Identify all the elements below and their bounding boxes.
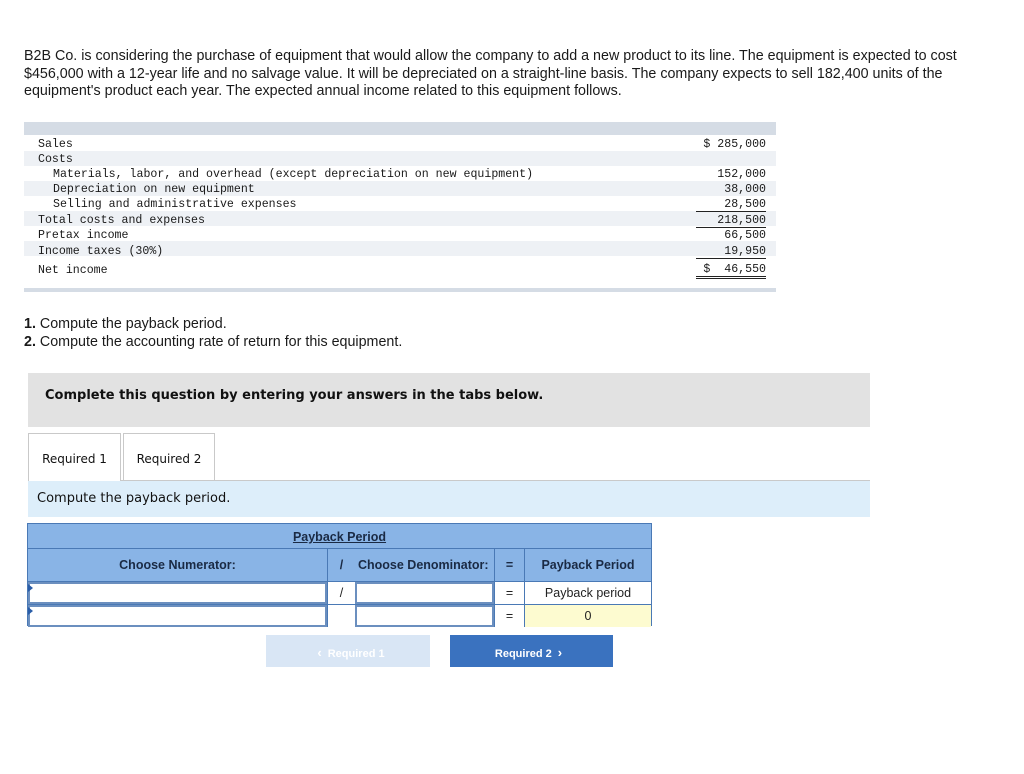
mlo-value: 152,000 bbox=[717, 168, 766, 181]
input-marker-icon bbox=[28, 607, 33, 615]
question-1: 1. Compute the payback period. bbox=[24, 316, 227, 332]
question-list bbox=[24, 316, 402, 352]
header-numerator: Choose Numerator: bbox=[28, 548, 328, 581]
chevron-left-icon: ‹ bbox=[317, 645, 322, 660]
next-button-label: Required 2 bbox=[494, 648, 552, 660]
payback-result-value: 0 bbox=[525, 604, 651, 627]
numerator-select[interactable] bbox=[28, 582, 327, 604]
tab-required-2[interactable]: Required 2 bbox=[123, 433, 215, 481]
tax-label: Income taxes (30%) bbox=[38, 245, 164, 258]
sales-value: $ 285,000 bbox=[703, 138, 766, 151]
total-costs-value: 218,500 bbox=[696, 214, 766, 228]
instruction-text: Compute the payback period. bbox=[37, 491, 231, 506]
prev-button[interactable] bbox=[266, 635, 430, 667]
depreciation-value: 38,000 bbox=[724, 183, 766, 196]
depreciation-label: Depreciation on new equipment bbox=[53, 183, 255, 196]
row-shade bbox=[24, 151, 776, 166]
total-costs-label: Total costs and expenses bbox=[38, 214, 205, 227]
instructions-banner bbox=[28, 373, 870, 427]
row1-equals: = bbox=[495, 581, 525, 604]
mlo-label: Materials, labor, and overhead (except depreciation on new equipment) bbox=[53, 168, 534, 181]
pretax-label: Pretax income bbox=[38, 229, 129, 242]
net-income-value: $ 46,550 bbox=[696, 263, 766, 279]
tab-required-1[interactable]: Required 1 bbox=[28, 433, 121, 481]
net-income-label: Net income bbox=[38, 264, 108, 277]
income-statement bbox=[24, 122, 776, 292]
header-result: Payback Period bbox=[525, 548, 651, 581]
denominator-input-cell bbox=[355, 604, 495, 627]
sga-label: Selling and administrative expenses bbox=[53, 198, 297, 211]
problem-intro: B2B Co. is considering the purchase of equipment that would allow the company to add a new product to its line. The equipment is expected to cost $456,000 with a 12-year life and no salvage value. It will be depreciated on a straight-line basis. The company expects to sell 182,400 units of the equipment's product each year. The expected annual income related to this equipment follows. bbox=[24, 48, 957, 99]
tax-value: 19,950 bbox=[696, 245, 766, 259]
prev-button-label: Required 1 bbox=[327, 648, 385, 660]
payback-table-title: Payback Period bbox=[28, 524, 651, 548]
denominator-input[interactable] bbox=[355, 605, 494, 627]
sga-value: 28,500 bbox=[696, 198, 766, 212]
payback-table bbox=[27, 523, 652, 626]
question-2: 2. Compute the accounting rate of return for this equipment. bbox=[24, 333, 403, 350]
header-divide: / bbox=[328, 548, 355, 581]
header-equals: = bbox=[495, 548, 525, 581]
denominator-select[interactable] bbox=[355, 582, 494, 604]
sales-label: Sales bbox=[38, 138, 73, 151]
numerator-input-cell bbox=[28, 604, 328, 627]
numerator-input[interactable] bbox=[28, 605, 327, 627]
row1-divide: / bbox=[328, 581, 355, 604]
next-button[interactable] bbox=[450, 635, 613, 667]
banner-text: Complete this question by entering your answers in the tabs below. bbox=[45, 388, 544, 403]
tab-instruction bbox=[28, 481, 870, 517]
pretax-value: 66,500 bbox=[724, 229, 766, 242]
row1-result-label: Payback period bbox=[525, 581, 651, 604]
dropdown-marker-icon bbox=[28, 584, 33, 592]
row2-equals: = bbox=[495, 604, 525, 627]
header-denominator: Choose Denominator: bbox=[355, 548, 495, 581]
chevron-right-icon: › bbox=[557, 645, 563, 660]
numerator-select-cell bbox=[28, 581, 328, 604]
denominator-select-cell bbox=[355, 581, 495, 604]
row2-divide bbox=[328, 604, 355, 627]
costs-label: Costs bbox=[38, 153, 73, 166]
